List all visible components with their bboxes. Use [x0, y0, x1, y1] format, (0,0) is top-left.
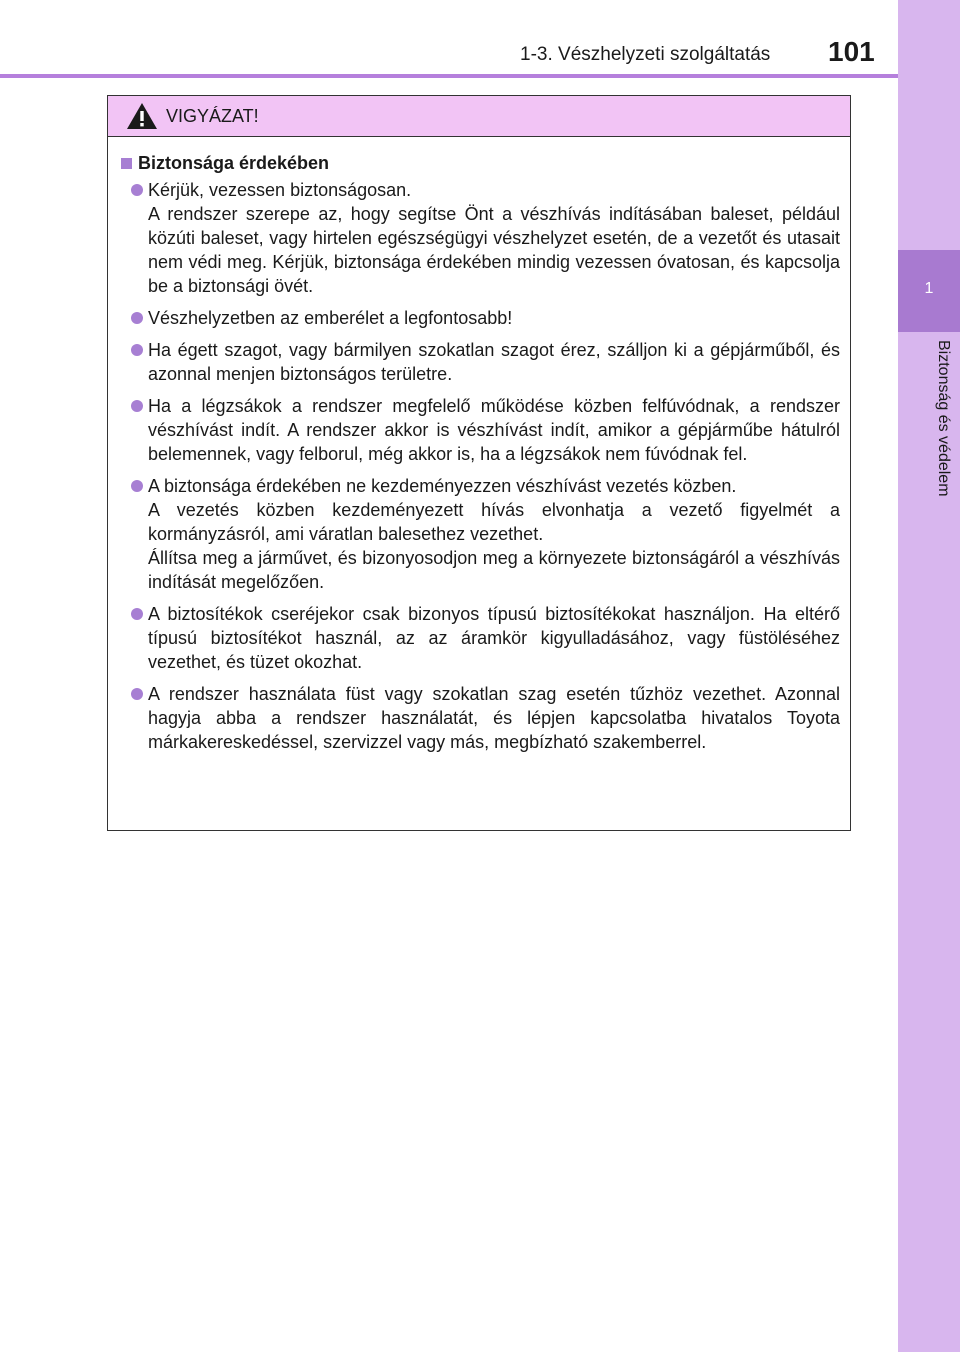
bullet-dot-icon [131, 688, 143, 700]
bullet-dot-icon [131, 312, 143, 324]
list-item-line: A biztonsága érdekében ne kezdeményezzen vészhívást vezetés közben. [148, 476, 737, 496]
header-rule [0, 74, 900, 78]
bullet-dot-icon [131, 608, 143, 620]
list-item-line: A biztosítékok cseréjekor csak bizonyos típusú biztosítékokat használjon. Ha eltérő típusú biztosítékot használ, az az áramkör kigyulladásához, vagy füstöléséhez vezethet, és tüzet okozhat. [148, 604, 840, 672]
list-item-line: A rendszer szerepe az, hogy segítse Önt a vészhívás indításában baleset, például közúti baleset, vagy hirtelen egészségügyi vészhelyzet esetén, de a vezetőt és utasait nem védi meg. Kérjük, biztonsága érdekében mindig vezessen óvatosan, és kapcsolja be a biztonsági övét. [148, 204, 840, 296]
list-item [118, 394, 840, 466]
warning-items [118, 178, 840, 754]
list-item [118, 602, 840, 674]
warning-body [108, 137, 850, 754]
list-item [118, 474, 840, 594]
list-item-text [148, 394, 840, 466]
list-item-text [148, 306, 840, 330]
chapter-label: Biztonság és védelem [935, 340, 952, 497]
side-tab [898, 0, 960, 1352]
list-item-text [148, 682, 840, 754]
warning-box [107, 95, 851, 831]
bullet-dot-icon [131, 480, 143, 492]
list-item-line: A vezetés közben kezdeményezett hívás elvonhatja a vezető figyelmét a kormányzásról, ami váratlan balesethez vezethet. [148, 500, 840, 544]
list-item-text [148, 178, 840, 298]
warning-subheading [118, 153, 840, 174]
list-item-line: Ha égett szagot, vagy bármilyen szokatlan szagot érez, szálljon ki a gépjárműből, és azonnal menjen biztonságos területre. [148, 340, 840, 384]
warning-title: VIGYÁZAT! [166, 106, 259, 126]
list-item [118, 178, 840, 298]
bullet-dot-icon [131, 344, 143, 356]
list-item-text [148, 338, 840, 386]
list-item-line: Kérjük, vezessen biztonságosan. [148, 180, 412, 200]
list-item [118, 306, 840, 330]
warning-triangle-icon [126, 102, 158, 130]
list-item-line: Állítsa meg a járművet, és bizonyosodjon meg a környezete biztonságáról a vészhívás indítását megelőzően. [148, 548, 840, 592]
bullet-dot-icon [131, 184, 143, 196]
bullet-dot-icon [131, 400, 143, 412]
list-item [118, 682, 840, 754]
section-title: 1-3. Vészhelyzeti szolgáltatás [520, 44, 771, 65]
chapter-number: 1 [924, 280, 934, 297]
list-item-line: Vészhelyzetben az emberélet a legfontosabb! [148, 308, 513, 328]
list-item-line: Ha a légzsákok a rendszer megfelelő működése közben felfúvódnak, a rendszer vészhívást indít. A rendszer akkor is vészhívást indít, amikor a gépjárműbe hátulról belemennek, vagy felborul, még akkor is, ha a légzsákok nem fúvódnak fel. [148, 396, 840, 464]
warning-header [108, 96, 850, 137]
list-item-text [148, 602, 840, 674]
list-item-line: A rendszer használata füst vagy szokatlan szag esetén tűzhöz vezethet. Azonnal hagyja abba a rendszer használatát, és lépjen kapcsolatba hivatalos Toyota márkakereskedéssel, szervizzel vagy más, megbízható szakemberrel. [148, 684, 840, 752]
square-bullet-icon [121, 158, 132, 169]
list-item [118, 338, 840, 386]
subheading-text: Biztonsága érdekében [138, 153, 330, 173]
page-number: 101 [828, 36, 875, 67]
list-item-text [148, 474, 840, 594]
